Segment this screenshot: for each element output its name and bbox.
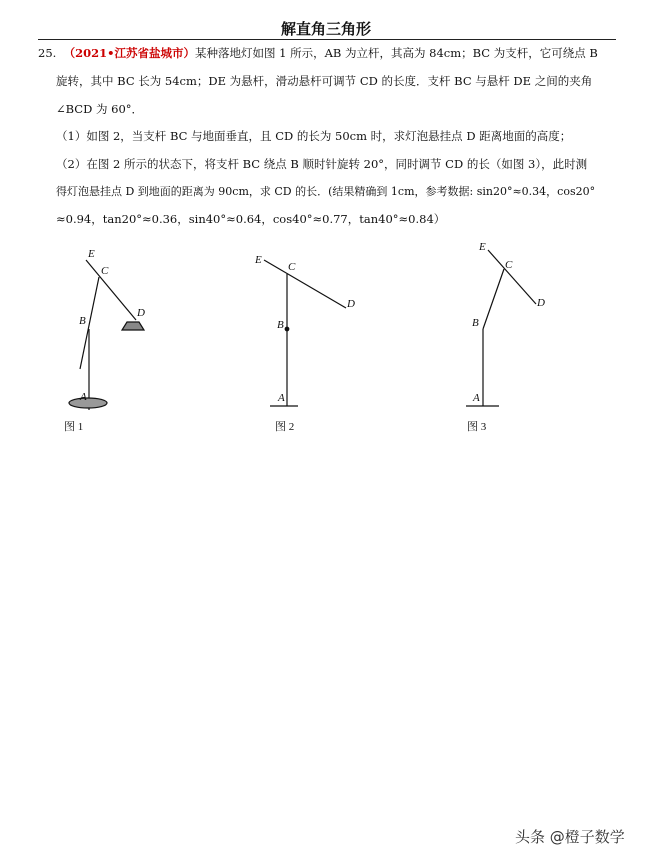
svg-text:D: D — [137, 307, 145, 319]
figure-1 — [64, 248, 145, 433]
svg-text:B: B — [79, 315, 86, 327]
problem-source: （2021•江苏省盐城市） — [63, 46, 195, 60]
lamp-shade — [122, 322, 144, 330]
svg-text:D: D — [537, 297, 545, 309]
svg-text:A: A — [278, 392, 285, 404]
question-2-cont2: ≈0.94，tan20°≈0.36，sin40°≈0.64，cos40°≈0.77，tan40°≈0.84） — [56, 212, 446, 226]
page-title: 解直角三角形 — [280, 20, 371, 38]
svg-text:C: C — [505, 259, 513, 271]
problem-line-3: ∠BCD 为 60°． — [56, 102, 144, 116]
svg-text:E: E — [88, 248, 95, 260]
svg-text:D: D — [347, 298, 355, 310]
problem-line-2: 旋转，其中 BC 长为 54cm；DE 为悬杆，滑动悬杆可调节 CD 的长度．支杆 BC 与悬杆 DE 之间的夹角 — [56, 74, 593, 88]
svg-text:B: B — [472, 317, 479, 329]
svg-text:A: A — [80, 391, 87, 403]
question-2-cont: 得灯泡悬挂点 D 到地面的距离为 90cm，求 CD 的长．(结果精确到 1cm，参考数据: sin20°≈0.34，cos20° — [56, 185, 596, 198]
svg-text:C: C — [288, 261, 296, 273]
watermark: 头条 @橙子数学 — [515, 828, 625, 846]
figure-2 — [254, 254, 355, 433]
svg-text:E: E — [255, 254, 262, 266]
caption-2: 图 2 — [275, 421, 295, 433]
caption-3: 图 3 — [467, 421, 487, 433]
svg-text:B: B — [277, 319, 284, 331]
svg-text:A: A — [473, 392, 480, 404]
figure-3 — [466, 241, 545, 433]
question-1: （1）如图 2，当支杆 BC 与地面垂直，且 CD 的长为 50cm 时，求灯泡悬挂点 D 距离地面的高度； — [56, 129, 572, 143]
svg-text:E: E — [479, 241, 486, 253]
question-2: （2）在图 2 所示的状态下，将支杆 BC 绕点 B 顺时针旋转 20°，同时调节 CD 的长（如图 3），此时测 — [56, 157, 588, 171]
caption-1: 图 1 — [64, 421, 84, 433]
problem-text: 某种落地灯如图 1 所示，AB 为立杆，其高为 84cm；BC 为支杆，它可绕点 B — [194, 46, 598, 60]
lamp-base — [69, 398, 107, 408]
svg-text:C: C — [101, 265, 109, 277]
problem-number: 25. — [38, 46, 57, 60]
